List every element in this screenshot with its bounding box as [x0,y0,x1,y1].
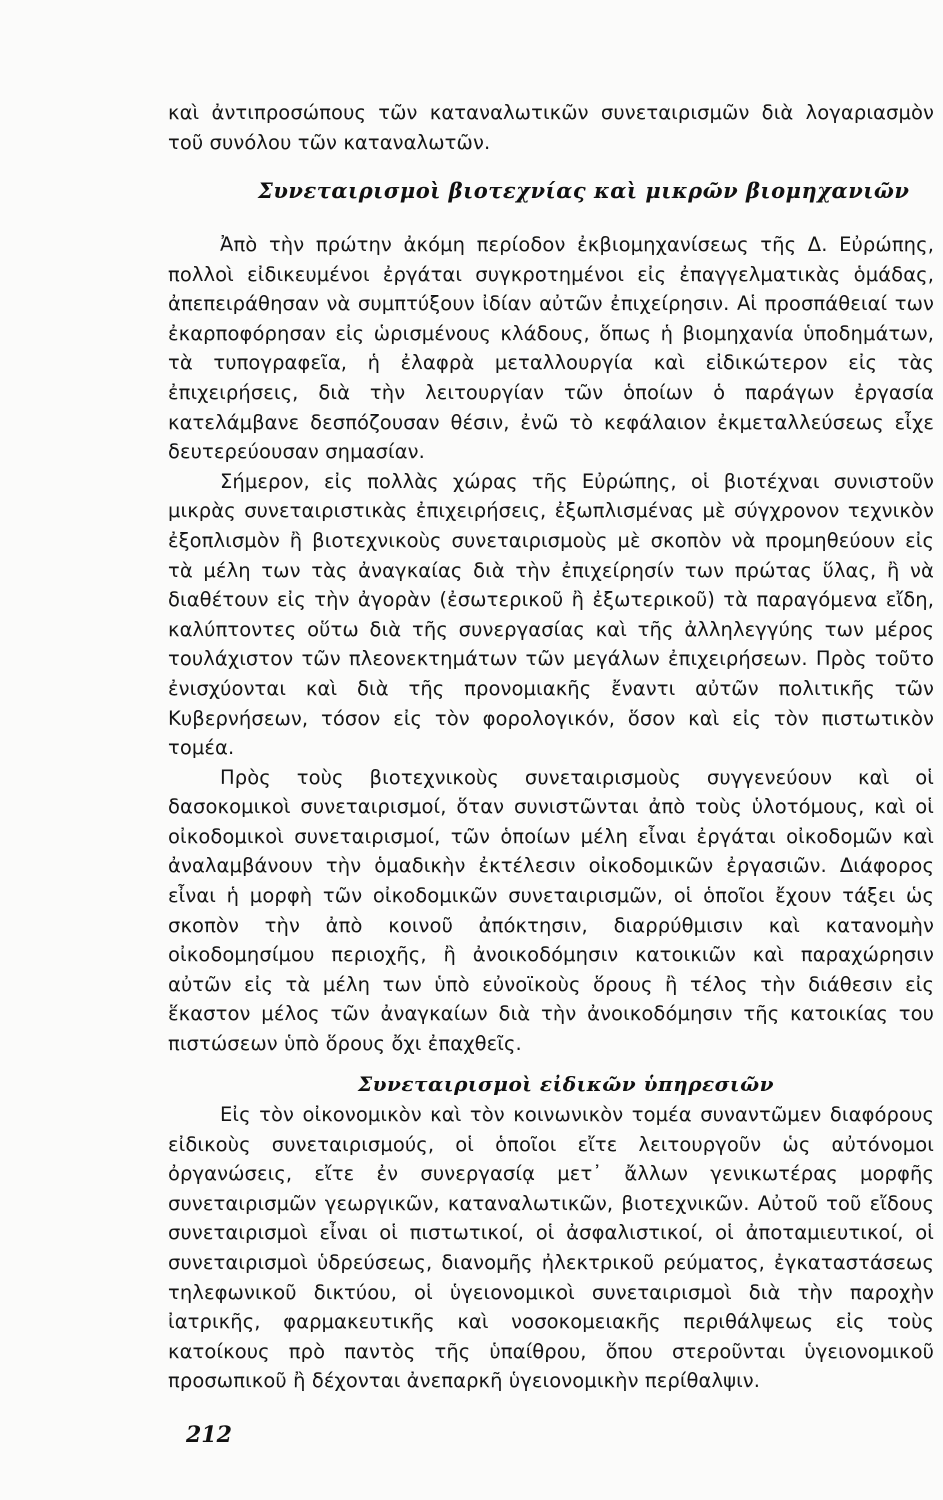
paragraph: Εἰς τὸν οἰκονομικὸν καὶ τὸν κοινωνικὸν τομέα συναντῶμεν διαφόρους εἰδικοὺς συνεταιρισμούς, οἱ ὁποῖοι εἴτε λειτουργοῦν ὡς αὐτόνομοι ὀργανώσεις, εἴτε ἐν συνεργασίᾳ μετ᾽ ἄλλων γενικωτέρας μορφῆς συνεταιρισμῶν γεωργικῶν, καταναλωτικῶν, βιοτεχνικῶν. Αὐτοῦ τοῦ εἴδους συνεταιρισμοὶ εἶναι οἱ πιστωτικοί, οἱ ἀσφαλιστικοί, οἱ ἀποταμιευτικοί, οἱ συνεταιρισμοὶ ὑδρεύσεως, διανομῆς ἠλεκτρικοῦ ρεύματος, ἐγκαταστάσεως τηλεφωνικοῦ δικτύου, οἱ ὑγειονομικοὶ συνεταιρισμοὶ διὰ τὴν παροχὴν ἰατρικῆς, φαρμακευτικῆς καὶ νοσοκομειακῆς περιθάλψεως εἰς τοὺς κατοίκους πρὸ παντὸς τῆς ὑπαίθρου, ὅπου στεροῦνται ὑγειονομικοῦ προσωπικοῦ ἢ δέχονται ἀνεπαρκῆ ὑγειονομικὴν περίθαλψιν. [168,1103,934,1393]
intro-text [168,98,934,157]
paragraph: Σήμερον, εἰς πολλὰς χώρας τῆς Εὐρώπης, οἱ βιοτέχναι συνιστοῦν μικρὰς συνεταιριστικὰς ἐπιχειρήσεις, ἐξωπλισμένας μὲ σύγχρονον τεχνικὸν ἐξοπλισμὸν ἢ βιοτεχνικοὺς συνεταιρισμοὺς μὲ σκοπὸν νὰ προμηθεύουν εἰς τὰ μέλη των τὰς ἀναγκαίας διὰ τὴν ἐπιχείρησίν των πρώτας ὕλας, ἢ νὰ διαθέτουν εἰς τὴν ἀγορὰν (ἐσωτερικοῦ ἢ ἐξωτερικοῦ) τὰ παραγόμενα εἴδη, καλύπτοντες οὕτω διὰ τῆς συνεργασίας καὶ τῆς ἀλληλεγγύης των μέρος τουλάχιστον τῶν πλεονεκτημάτων τῶν μεγάλων ἐπιχειρήσεων. Πρὸς τοῦτο ἐνισχύονται καὶ διὰ τῆς προνομιακῆς ἔναντι αὐτῶν πολιτικῆς τῶν Κυβερνήσεων, τόσον εἰς τὸν φορολογικόν, ὅσον καὶ εἰς τὸν πιστωτικὸν τομέα. [168,469,934,760]
paragraph: Ἀπὸ τὴν πρώτην ἀκόμη περίοδον ἐκβιομηχανίσεως τῆς Δ. Εὐρώπης, πολλοὶ εἰδικευμένοι ἐργάται συγκροτημένοι εἰς ἐπαγγελματικὰς ὁμάδας, ἀπεπειράθησαν νὰ συμπτύξουν ἰδίαν αὐτῶν ἐπιχείρησιν. Αἱ προσπάθειαί των ἐκαρποφόρησαν εἰς ὡρισμένους κλάδους, ὅπως ἡ βιομηχανία ὑποδημάτων, τὰ τυπογραφεῖα, ἡ ἐλαφρὰ μεταλλουργία καὶ εἰδικώτερον εἰς τὰς ἐπιχειρήσεις, διὰ τὴν λειτουργίαν τῶν ὁποίων ὁ παράγων ἐργασία κατελάμβανε δεσπόζουσαν θέσιν, ἐνῶ τὸ κεφάλαιον ἐκμεταλλεύσεως εἶχε δευτερεύουσαν σημασίαν. [168,233,934,464]
intro-paragraph: καὶ ἀντιπροσώπους τῶν καταναλωτικῶν συνεταιρισμῶν διὰ λογαριασμὸν τοῦ συνόλου τῶν καταναλωτῶν. [168,101,934,154]
section-body-special-services [168,1100,934,1396]
section-heading-crafts: Συνεταιρισμοὶ βιοτεχνίας καὶ μικρῶν βιομηχανιῶν [258,178,910,203]
paragraph: Πρὸς τοὺς βιοτεχνικοὺς συνεταιρισμοὺς συγγενεύουν καὶ οἱ δασοκομικοὶ συνεταιρισμοί, ὅταν συνιστῶνται ἀπὸ τοὺς ὑλοτόμους, καὶ οἱ οἰκοδομικοὶ συνεταιρισμοί, τῶν ὁποίων μέλη εἶναι ἐργάται οἰκοδομῶν καὶ ἀναλαμβάνουν τὴν ὁμαδικὴν ἐκτέλεσιν οἰκοδομικῶν ἐργασιῶν. Διάφορος εἶναι ἡ μορφὴ τῶν οἰκοδομικῶν συνεταιρισμῶν, οἱ ὁποῖοι ἔχουν τάξει ὡς σκοπὸν τὴν ἀπὸ κοινοῦ ἀπόκτησιν, διαρρύθμισιν καὶ κατανομὴν οἰκοδομησίμου περιοχῆς, ἢ ἀνοικοδόμησιν κατοικιῶν καὶ παραχώρησιν αὐτῶν εἰς τὰ μέλη των ὑπὸ εὐνοϊκοὺς ὅρους ἢ τέλος τὴν διάθεσιν εἰς ἕκαστον μέλος τῶν ἀναγκαίων διὰ τὴν ἀνοικοδόμησιν τῆς κατοικίας του πιστώσεων ὑπὸ ὅρους ὄχι ἐπαχθεῖς. [168,765,934,1056]
page-number: 212 [186,1422,232,1448]
section-body-crafts [168,230,934,1059]
section-heading-special-services: Συνεταιρισμοὶ εἰδικῶν ὑπηρεσιῶν [358,1072,775,1096]
